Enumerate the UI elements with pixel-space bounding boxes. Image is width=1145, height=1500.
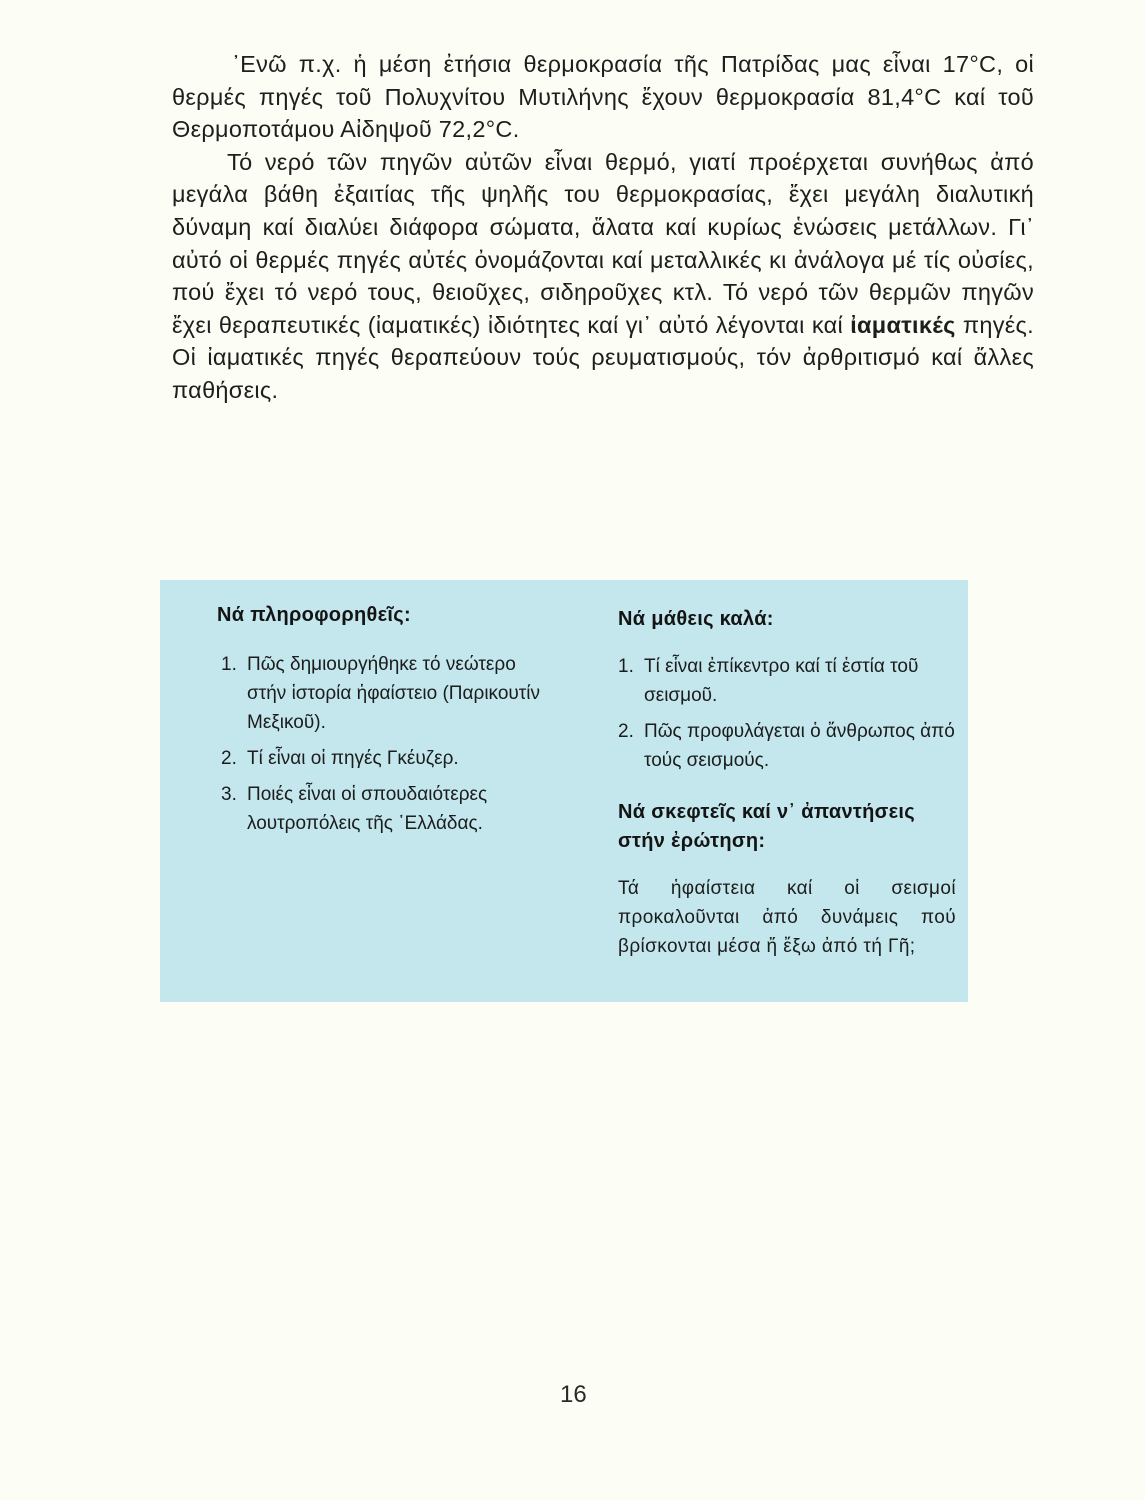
list-item-text: Ποιές εἶναι οἱ σπουδαιότερες λουτροπόλεις τῆς ῾Ελλάδας.	[247, 784, 488, 834]
list-item	[618, 652, 956, 710]
list-item	[221, 780, 549, 838]
learn-list	[618, 652, 956, 782]
paragraph-2-text-a: Τό νερό τῶν πηγῶν αὐτῶν εἶναι θερμό, γιατί προέρχεται συνήθως ἀπό μεγάλα βάθη ἐξαιτίας τῆς ψηλῆς του θερμοκρασίας, ἔχει μεγάλη διαλυτική δύναμη καί διαλύει διάφορα σώματα, ἅλατα καί κυρίως ἑνώσεις μετάλλων. Γι᾿ αὐτό οἱ θερμές πηγές αὐτές ὀνομάζονται καί μεταλλικές κι ἀνάλογα μέ τίς οὐσίες, πού ἔχει τό νερό τους, θειοῦχες, σιδηροῦχες κτλ. Τό νερό τῶν θερμῶν πηγῶν ἔχει θεραπευτικές (ἰαματικές) ἰδιότητες καί γι᾿ αὐτό λέγονται καί	[172, 148, 1034, 338]
question-text: Τά ἡφαίστεια καί οἱ σεισμοί προκαλοῦνται ἀπό δυνάμεις πού βρίσκονται μέσα ἤ ἔξω ἀπό τή Γῆ;	[618, 878, 956, 957]
page-number: 16	[560, 1381, 587, 1408]
paragraph-2-bold-term: ἰαματικές	[850, 311, 956, 338]
info-box	[160, 580, 968, 1002]
inform-list	[221, 650, 549, 845]
list-item	[221, 744, 549, 773]
list-item-text: Πῶς προφυλάγεται ὁ ἄνθρωπος ἀπό τούς σεισμούς.	[644, 721, 955, 771]
inform-heading: Νά πληροφορηθεῖς:	[217, 604, 411, 626]
list-item	[618, 717, 956, 775]
learn-heading: Νά μάθεις καλά:	[618, 608, 774, 630]
list-item-number: 3.	[221, 784, 237, 805]
list-item-number: 1.	[221, 654, 237, 675]
list-item-number: 2.	[618, 721, 634, 742]
paragraph-2-text-b: πηγές. Οἱ ἰαματικές πηγές θεραπεύουν τούς ρευματισμούς, τόν ἀρθριτισμό καί ἄλλες παθήσεις.	[172, 311, 1034, 403]
main-text	[172, 48, 1034, 407]
list-item-text: Πῶς δημιουργήθηκε τό νεώτερο στήν ἱστορία ἡφαίστειο (Παρικουτίν Μεξικοῦ).	[247, 654, 540, 733]
paragraph-2	[172, 146, 1034, 407]
question-heading: Νά σκεφτεῖς καί ν᾿ ἀπαντήσεις στήν ἐρώτηση:	[618, 801, 915, 852]
list-item-text: Τί εἶναι οἱ πηγές Γκέυζερ.	[247, 748, 459, 769]
list-item-number: 1.	[618, 656, 634, 677]
list-item	[221, 650, 549, 737]
list-item-number: 2.	[221, 748, 237, 769]
paragraph-1: ᾿Ενῶ π.χ. ἡ μέση ἐτήσια θερμοκρασία τῆς Πατρίδας μας εἶναι 17°C, οἱ θερμές πηγές τοῦ Πολυχνίτου Μυτιλήνης ἔχουν θερμοκρασία 81,4°C καί τοῦ Θερμοποτάμου Αἰδηψοῦ 72,2°C.	[172, 51, 1034, 143]
list-item-text: Τί εἶναι ἐπίκεντρο καί τί ἑστία τοῦ σεισμοῦ.	[644, 656, 919, 706]
